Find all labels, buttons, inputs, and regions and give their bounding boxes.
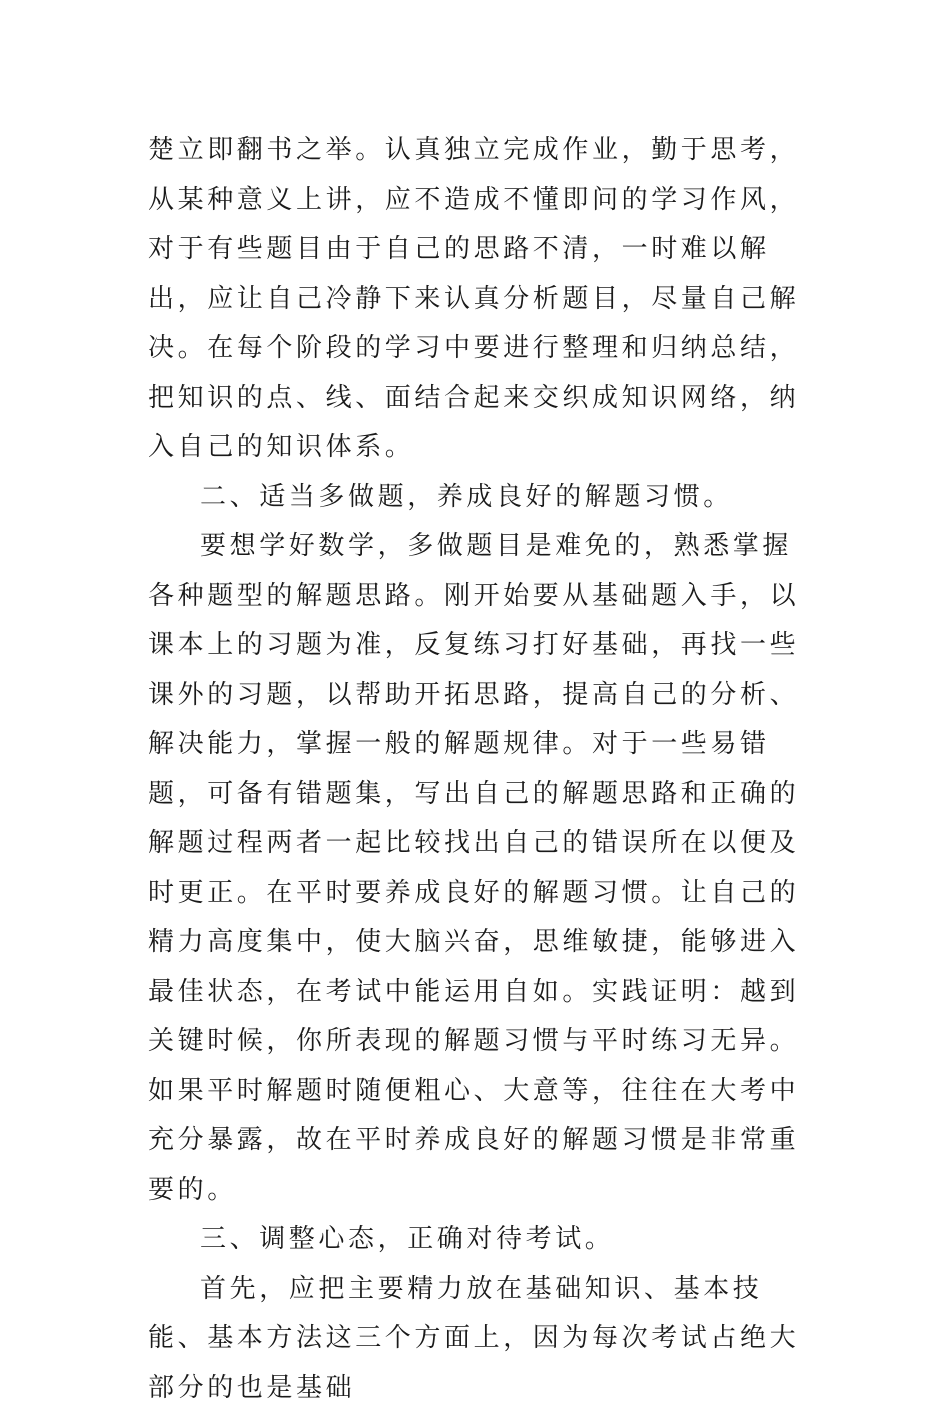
section-heading-three: 三、调整心态，正确对待考试。	[148, 1215, 808, 1265]
paragraph-continuation: 楚立即翻书之举。认真独立完成作业，勤于思考，从某种意义上讲，应不造成不懂即问的学习作风，对于有些题目由于自己的思路不清，一时难以解出，应让自己冷静下来认真分析题目，尽量自己解决。在每个阶段的学习中要进行整理和归纳总结，把知识的点、线、面结合起来交织成知识网络，纳入自己的知识体系。	[148, 126, 808, 473]
body-text	[148, 126, 808, 1413]
paragraph-practice: 要想学好数学，多做题目是难免的，熟悉掌握各种题型的解题思路。刚开始要从基础题入手，以课本上的习题为准，反复练习打好基础，再找一些课外的习题，以帮助开拓思路，提高自己的分析、解决能力，掌握一般的解题规律。对于一些易错题，可备有错题集，写出自己的解题思路和正确的解题过程两者一起比较找出自己的错误所在以便及时更正。在平时要养成良好的解题习惯。让自己的精力高度集中，使大脑兴奋，思维敏捷，能够进入最佳状态，在考试中能运用自如。实践证明：越到关键时候，你所表现的解题习惯与平时练习无异。如果平时解题时随便粗心、大意等，往往在大考中充分暴露，故在平时养成良好的解题习惯是非常重要的。	[148, 522, 808, 1215]
paragraph-exam-focus: 首先，应把主要精力放在基础知识、基本技能、基本方法这三个方面上，因为每次考试占绝大部分的也是基础	[148, 1265, 808, 1413]
section-heading-two: 二、适当多做题，养成良好的解题习惯。	[148, 473, 808, 523]
